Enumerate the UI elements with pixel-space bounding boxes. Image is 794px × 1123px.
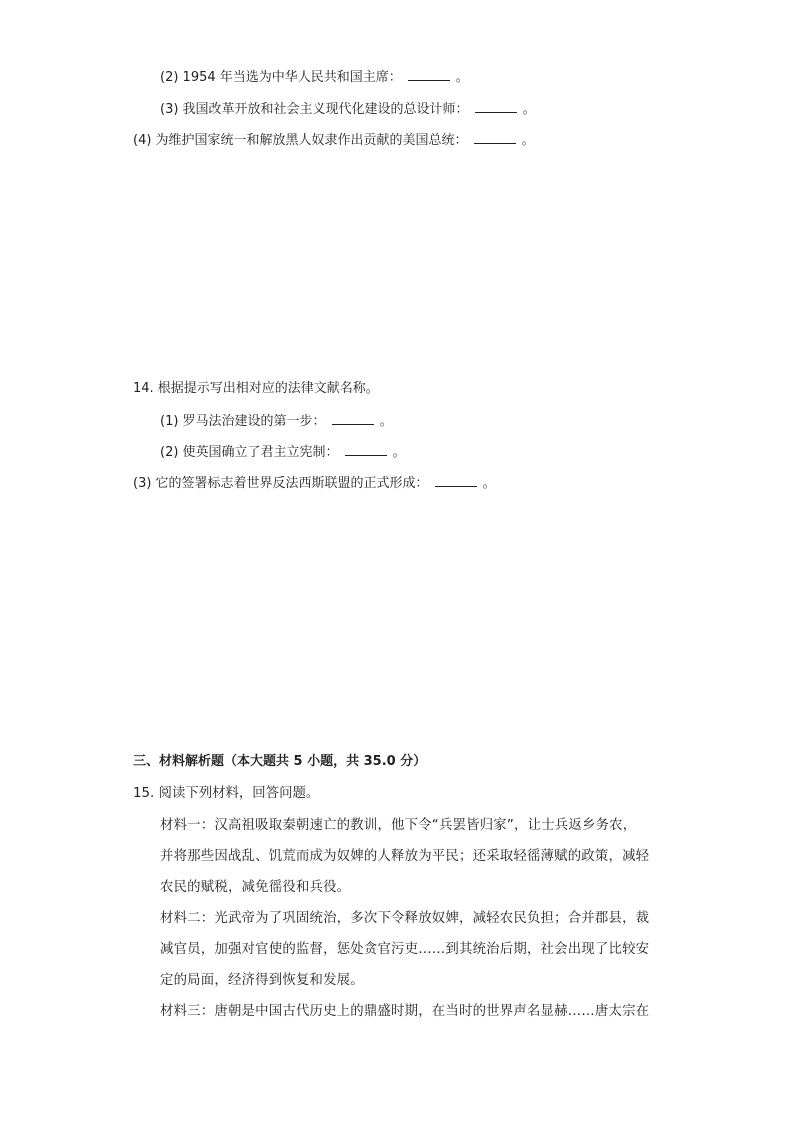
answer-blank[interactable]	[345, 442, 387, 456]
answer-blank[interactable]	[435, 473, 477, 487]
answer-blank[interactable]	[474, 130, 516, 144]
q14-item-3-suffix: 。	[482, 476, 496, 491]
q13-item-4	[133, 130, 535, 150]
q15-material-line: 并将那些因战乱、饥荒而成为奴婢的人释放为平民；还采取轻徭薄赋的政策，减轻	[160, 849, 650, 864]
q14-item-1-suffix: 。	[379, 414, 393, 429]
section-heading: 三、材料解析题（本大题共 5 小题，共 35.0 分）	[133, 754, 427, 769]
q14-item-3-label: (3) 它的签署标志着世界反法西斯联盟的正式形成：	[133, 476, 429, 491]
q13-item-2	[160, 67, 469, 87]
q15-material-line: 材料二：光武帝为了巩固统治，多次下令释放奴婢，减轻农民负担；合并郡县，裁	[160, 911, 650, 926]
q14-item-2-suffix: 。	[392, 445, 406, 460]
q14-item-2-label: (2) 使英国确立了君主立宪制：	[160, 445, 339, 460]
q13-item-4-suffix: 。	[521, 133, 535, 148]
q13-item-4-label: (4) 为维护国家统一和解放黑人奴隶作出贡献的美国总统：	[133, 133, 468, 148]
q15-material-line: 材料一：汉高祖吸取秦朝速亡的教训，他下令“兵罢皆归家”，让士兵返乡务农，	[160, 818, 637, 833]
q13-item-3-suffix: 。	[522, 102, 536, 117]
q14-item-3	[133, 473, 496, 493]
q15-material-line: 农民的赋税，减免徭役和兵役。	[160, 880, 351, 895]
q15-material-line: 定的局面，经济得到恢复和发展。	[160, 973, 364, 988]
q13-item-2-suffix: 。	[455, 70, 469, 85]
answer-blank[interactable]	[475, 99, 517, 113]
q14-item-1-label: (1) 罗马法治建设的第一步：	[160, 414, 326, 429]
answer-blank[interactable]	[332, 411, 374, 425]
q15-material-line: 减官员，加强对官使的监督，惩处贪官污吏……到其统治后期，社会出现了比较安	[160, 942, 650, 957]
q14-title: 14. 根据提示写出相对应的法律文献名称。	[133, 381, 379, 396]
q15-title: 15. 阅读下列材料，回答问题。	[133, 786, 320, 801]
q13-item-3-label: (3) 我国改革开放和社会主义现代化建设的总设计师：	[160, 102, 469, 117]
q15-material-line: 材料三：唐朝是中国古代历史上的鼎盛时期，在当时的世界声名显赫……唐太宗在	[160, 1004, 650, 1019]
q14-item-2	[160, 442, 406, 462]
q13-item-3	[160, 99, 536, 119]
q13-item-2-label: (2) 1954 年当选为中华人民共和国主席：	[160, 70, 402, 85]
q14-item-1	[160, 411, 393, 431]
answer-blank[interactable]	[408, 67, 450, 81]
